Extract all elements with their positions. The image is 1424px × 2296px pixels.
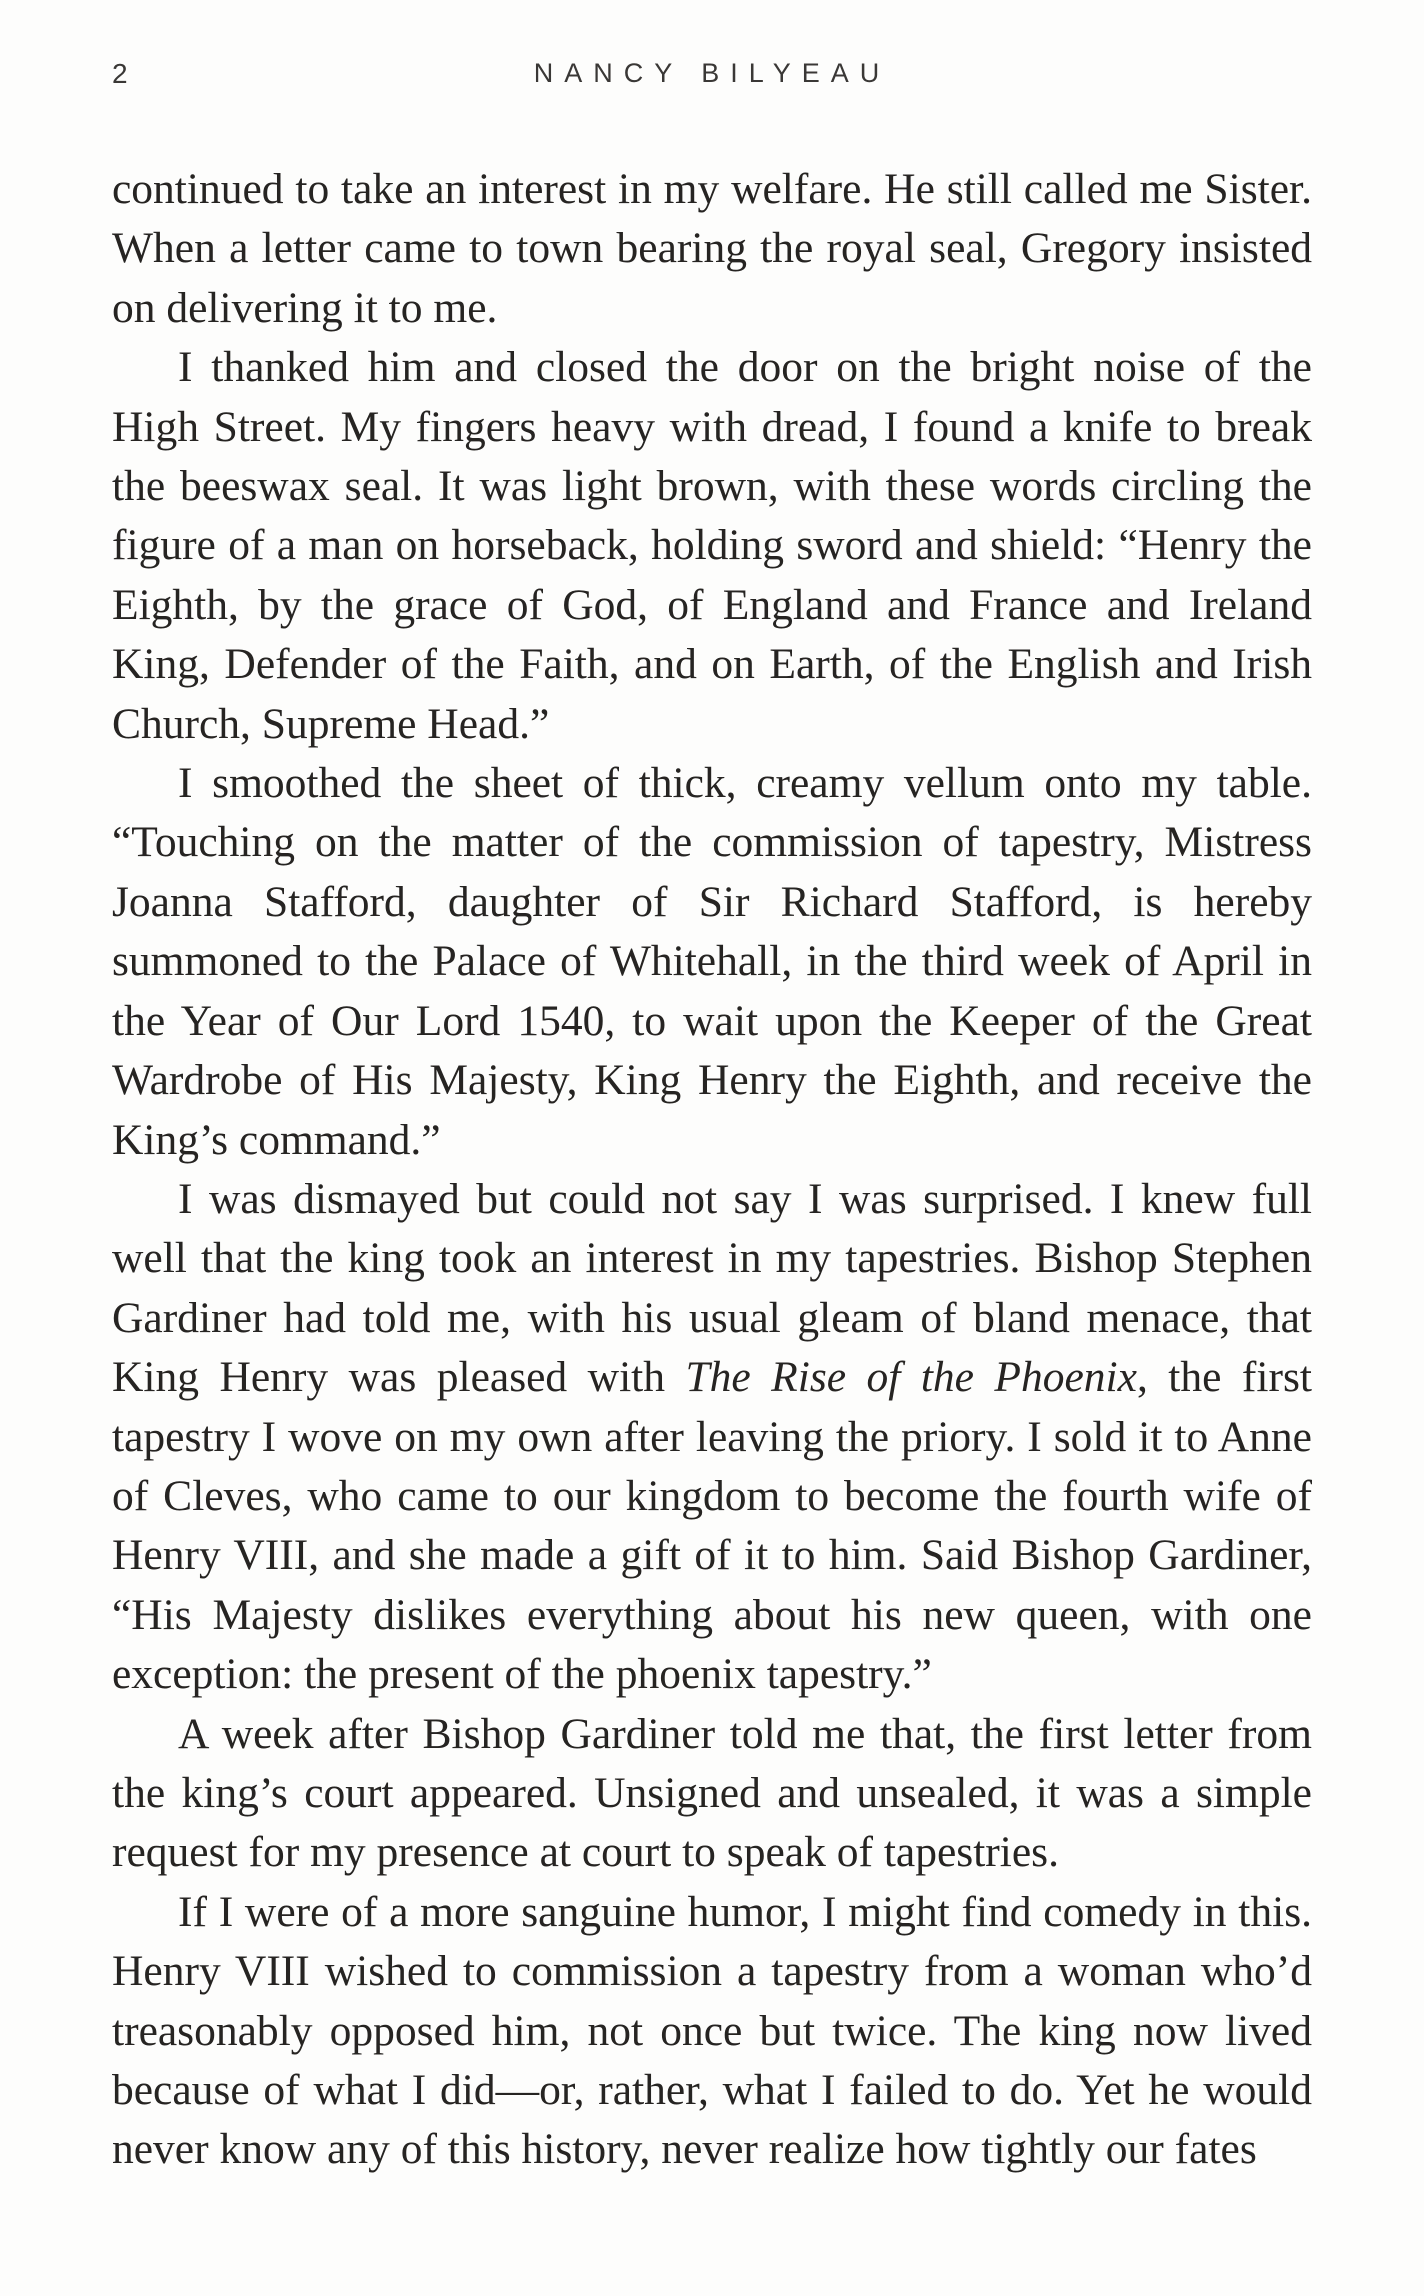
paragraph-text: I was dismayed but could not say I was surprised. I knew full well that the king took an interest in my tapestries. Bishop Stephen Gardiner had told me, with his usual gleam of bland menace, that King Henry was pleased with [112,1174,1312,1402]
paragraph: I thanked him and closed the door on the bright noise of the High Street. My fingers heavy with dread, I found a knife to break the beeswax seal. It was light brown, with these words circling the figure of a man on horseback, holding sword and shield: “Henry the Eighth, by the grace of God, of England and France and Ireland King, Defender of the Faith, and on Earth, of the English and Irish Church, Supreme Head.” [112,343,1312,748]
paragraph-text: , the first tapestry I wove on my own after leaving the priory. I sold it to Anne of Cleves, who came to our kingdom to become the fourth wife of Henry VIII, and she made a gift of it to him. Said Bishop Gardiner, “His Majesty dislikes everything about his new queen, with one exception: the present of the phoenix tapestry.” [112,1353,1312,1699]
paragraph: I smoothed the sheet of thick, creamy vellum onto my table. “Touching on the matter of the commission of tapestry, Mistress Joanna Stafford, daughter of Sir Richard Stafford, is hereby summoned to the Palace of Whitehall, in the third week of April in the Year of Our Lord 1540, to wait upon the Keeper of the Great Wardrobe of His Majesty, King Henry the Eighth, and receive the King’s command.” [112,759,1312,1164]
paragraph: continued to take an interest in my welfare. He still called me Sister. When a letter came to town bearing the royal seal, Gregory insisted on delivering it to me. [112,165,1312,332]
paragraph: If I were of a more sanguine humor, I might find comedy in this. Henry VIII wished to commission a tapestry from a woman who’d treasonably opposed him, not once but twice. The king now lived because of what I did—or, rather, what I failed to do. Yet he would never know any of this history, never realize how tightly our fates [112,1887,1312,2174]
page-header [112,58,1312,108]
body-text [112,160,1312,2180]
running-head-author: NANCY BILYEAU [533,58,891,88]
page-number: 2 [112,58,129,89]
paragraph: A week after Bishop Gardiner told me that, the first letter from the king’s court appeared. Unsigned and unsealed, it was a simple request for my presence at court to speak of tapestries. [112,1709,1312,1877]
tapestry-title: The Rise of the Phoenix [685,1353,1137,1402]
paragraph [112,1170,1312,1705]
